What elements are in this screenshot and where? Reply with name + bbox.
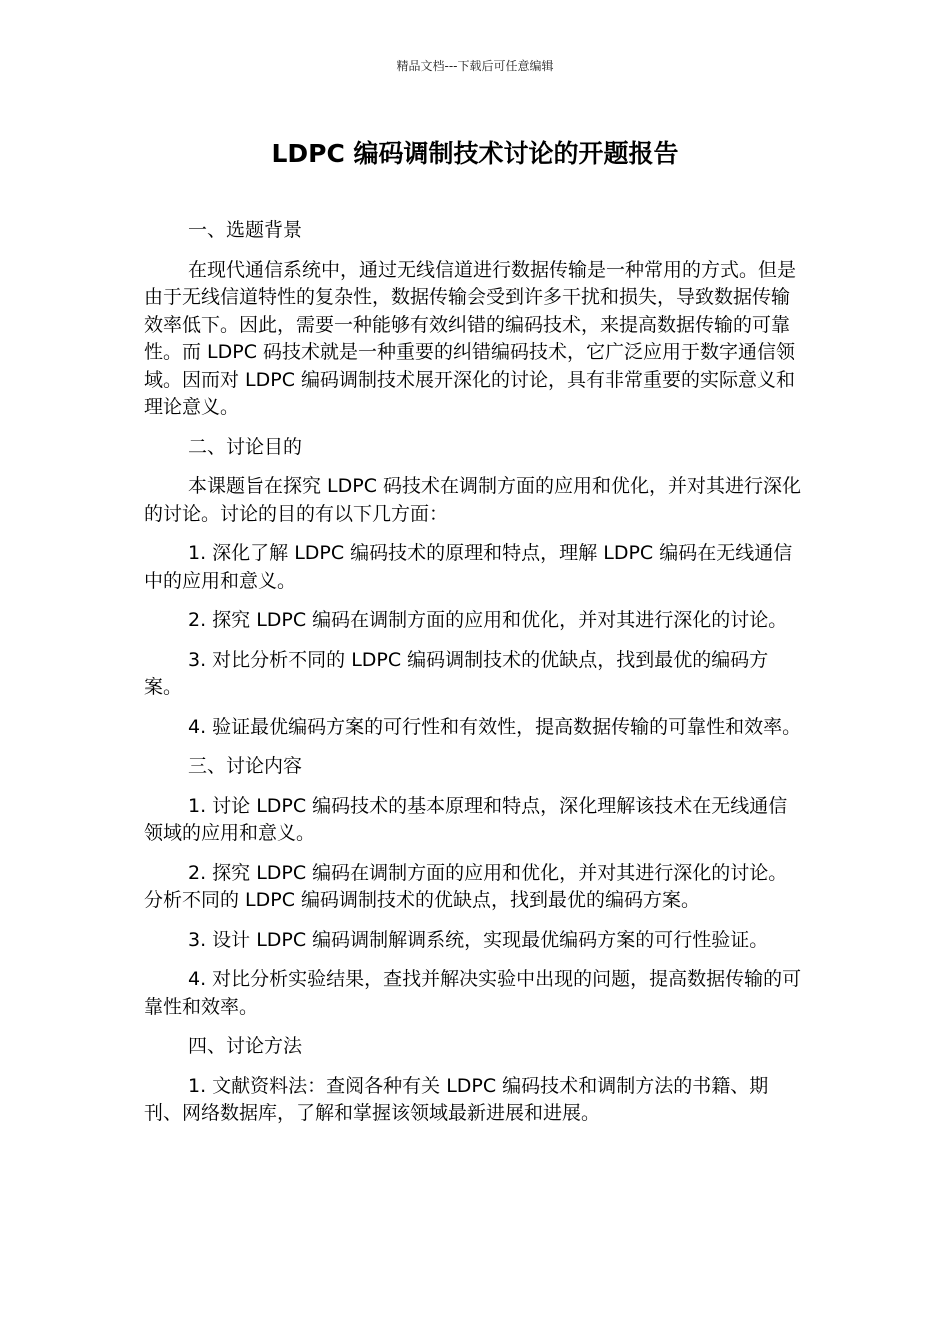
list-item: 1. 深化了解 LDPC 编码技术的原理和特点，理解 LDPC 编码在无线通信中的应用和意义。	[144, 542, 793, 592]
section-heading: 三、讨论内容	[188, 755, 303, 777]
list-item: 3. 设计 LDPC 编码调制解调系统，实现最优编码方案的可行性验证。	[188, 928, 769, 951]
list-item: 1. 文献资料法：查阅各种有关 LDPC 编码技术和调制方法的书籍、期刊、网络数据库，了解和掌握该领域最新进展和进展。	[144, 1074, 769, 1124]
list-item: 3. 对比分析不同的 LDPC 编码调制技术的优缺点，找到最优的编码方案。	[144, 648, 769, 698]
document-title: LDPC 编码调制技术讨论的开题报告	[271, 139, 679, 168]
list-item: 2. 探究 LDPC 编码在调制方面的应用和优化，并对其进行深化的讨论。	[188, 609, 788, 631]
list-item: 1. 讨论 LDPC 编码技术的基本原理和特点，深化理解该技术在无线通信领域的应用和意义。	[144, 794, 788, 844]
body-paragraph: 在现代通信系统中，通过无线信道进行数据传输是一种常用的方式。但是由于无线信道特性的复杂性，数据传输会受到许多干扰和损失，导致数据传输效率低下。因此，需要一种能够有效纠错的编码技术，来提高数据传输的可靠性。而 LDPC 码技术就是一种重要的纠错编码技术，它广泛应用于数字通信领域。因而对 LDPC 编码调制技术展开深化的讨论，具有非常重要的实际意义和理论意义。	[144, 258, 797, 418]
section-heading: 一、选题背景	[188, 219, 303, 241]
list-item: 2. 探究 LDPC 编码在调制方面的应用和优化，并对其进行深化的讨论。分析不同的 LDPC 编码调制技术的优缺点，找到最优的编码方案。	[144, 861, 788, 911]
list-item: 4. 对比分析实验结果，查找并解决实验中出现的问题，提高数据传输的可靠性和效率。	[144, 968, 802, 1018]
body-paragraph: 本课题旨在探究 LDPC 码技术在调制方面的应用和优化，并对其进行深化的讨论。讨论的目的有以下几方面：	[144, 475, 802, 525]
document-body	[144, 217, 806, 1140]
section-heading: 二、讨论目的	[188, 435, 303, 458]
list-item: 4. 验证最优编码方案的可行性和有效性，提高数据传输的可靠性和效率。	[188, 715, 802, 738]
page-header-note: 精品文档---下载后可任意编辑	[396, 59, 554, 73]
section-heading: 四、讨论方法	[188, 1035, 303, 1057]
